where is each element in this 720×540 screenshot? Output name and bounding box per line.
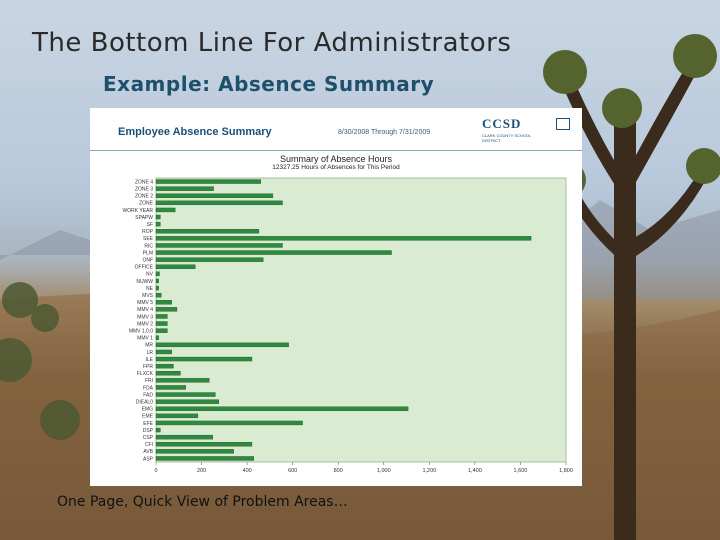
category-label: MVS (142, 292, 153, 299)
bar (156, 208, 175, 212)
bar (156, 187, 214, 191)
category-label: DIEAL0 (135, 399, 153, 406)
bar (156, 435, 213, 439)
bar (156, 421, 303, 425)
x-tick-label: 0 (154, 468, 158, 474)
report-header (90, 108, 582, 151)
x-tick-label: 600 (288, 468, 298, 474)
bar (156, 201, 282, 205)
x-tick-label: 200 (196, 468, 207, 474)
bar (156, 279, 159, 283)
shield-icon (556, 118, 570, 130)
bar (156, 229, 259, 233)
bar (156, 364, 173, 368)
slide-subtitle: Example: Absence Summary (103, 72, 435, 96)
x-tick-label: 1,800 (559, 468, 573, 474)
bar (156, 272, 159, 276)
category-label: ZONE 2 (134, 193, 153, 200)
category-label: EMG (141, 406, 153, 413)
logo-name: CCSD (482, 116, 522, 131)
bar (156, 300, 172, 304)
bar (156, 350, 172, 354)
x-tick-label: 1,400 (468, 468, 482, 474)
bar (156, 442, 252, 446)
category-label: LR (146, 349, 153, 356)
category-label: WORK YEAR (122, 207, 153, 214)
bar (156, 385, 186, 389)
bar (156, 371, 180, 375)
category-label: FPR (143, 363, 153, 370)
bar (156, 428, 160, 432)
category-label: FRI (144, 378, 153, 385)
category-label: ZONE 4 (134, 179, 153, 186)
category-label: EME (142, 413, 153, 420)
slide-caption: One Page, Quick View of Problem Areas… (57, 494, 348, 510)
logo-subtitle: CLARK COUNTY SCHOOL DISTRICT (482, 133, 532, 143)
x-tick-label: 1,200 (422, 468, 437, 474)
bar (156, 414, 198, 418)
category-label: RIC (144, 243, 153, 250)
plot-area (156, 178, 566, 462)
bar (156, 336, 159, 340)
category-label: NUWW (136, 278, 153, 285)
category-label: MMV 2 (137, 321, 153, 328)
absence-bar-chart (90, 174, 582, 486)
bar (156, 307, 177, 311)
category-label: CFI (144, 442, 153, 449)
bar (156, 293, 161, 297)
bar (156, 322, 167, 326)
category-label: FAD (143, 392, 153, 399)
bar (156, 393, 215, 397)
category-label: ILE (145, 356, 153, 363)
bar (156, 251, 392, 255)
bar (156, 194, 273, 198)
absence-report (90, 108, 582, 486)
category-label: SF (146, 221, 153, 228)
x-tick-label: 800 (333, 468, 343, 474)
x-tick-label: 1,600 (513, 468, 528, 474)
bar (156, 407, 408, 411)
bar (156, 456, 254, 460)
category-label: ONF (142, 257, 153, 264)
category-label: ZONE (139, 200, 153, 207)
bar (156, 329, 167, 333)
category-label: ASP (142, 456, 153, 463)
category-label: PLM (142, 250, 153, 257)
bar (156, 378, 209, 382)
bar (156, 243, 282, 247)
x-tick-label: 400 (242, 468, 252, 474)
category-label: SPAPW (135, 214, 153, 221)
report-title: Employee Absence Summary (118, 126, 272, 138)
bar (156, 222, 160, 226)
category-label: FDA (143, 385, 153, 392)
category-label: DSP (142, 427, 153, 434)
district-logo (482, 114, 574, 144)
bar (156, 449, 234, 453)
bar (156, 400, 219, 404)
category-label: EFE (143, 420, 153, 427)
category-label: MMV 5 (137, 300, 153, 307)
category-label: OFFICE (134, 264, 153, 271)
bar (156, 258, 263, 262)
bar (156, 314, 167, 318)
category-label: MR (145, 342, 153, 349)
bar (156, 286, 159, 290)
bar (156, 265, 195, 269)
category-label: ZONE 3 (134, 186, 153, 193)
category-label: NV (146, 271, 153, 278)
category-label: MMV 3 (137, 314, 153, 321)
x-tick-label: 1,000 (376, 468, 391, 474)
category-label: AVB (143, 449, 153, 456)
bar (156, 357, 252, 361)
slide-title: The Bottom Line For Administrators (32, 28, 512, 58)
bar (156, 215, 160, 219)
category-label: NE (146, 285, 153, 292)
report-date-range: 8/30/2008 Through 7/31/2009 (338, 129, 431, 136)
bar (156, 343, 289, 347)
category-label: FLXCK (136, 371, 153, 378)
category-label: SEE (142, 236, 153, 243)
bar (156, 236, 531, 240)
category-label: CSP (142, 434, 153, 441)
bar (156, 180, 261, 184)
category-label: MMV 1 (137, 335, 153, 342)
category-label: MMV 4 (137, 307, 153, 314)
chart-title: Summary of Absence Hours (279, 154, 393, 164)
category-label: MMV 1,0,0 (128, 328, 153, 335)
category-label: ROP (142, 229, 153, 236)
chart-subtitle: 12327.25 Hours of Absences for This Period (272, 164, 400, 171)
